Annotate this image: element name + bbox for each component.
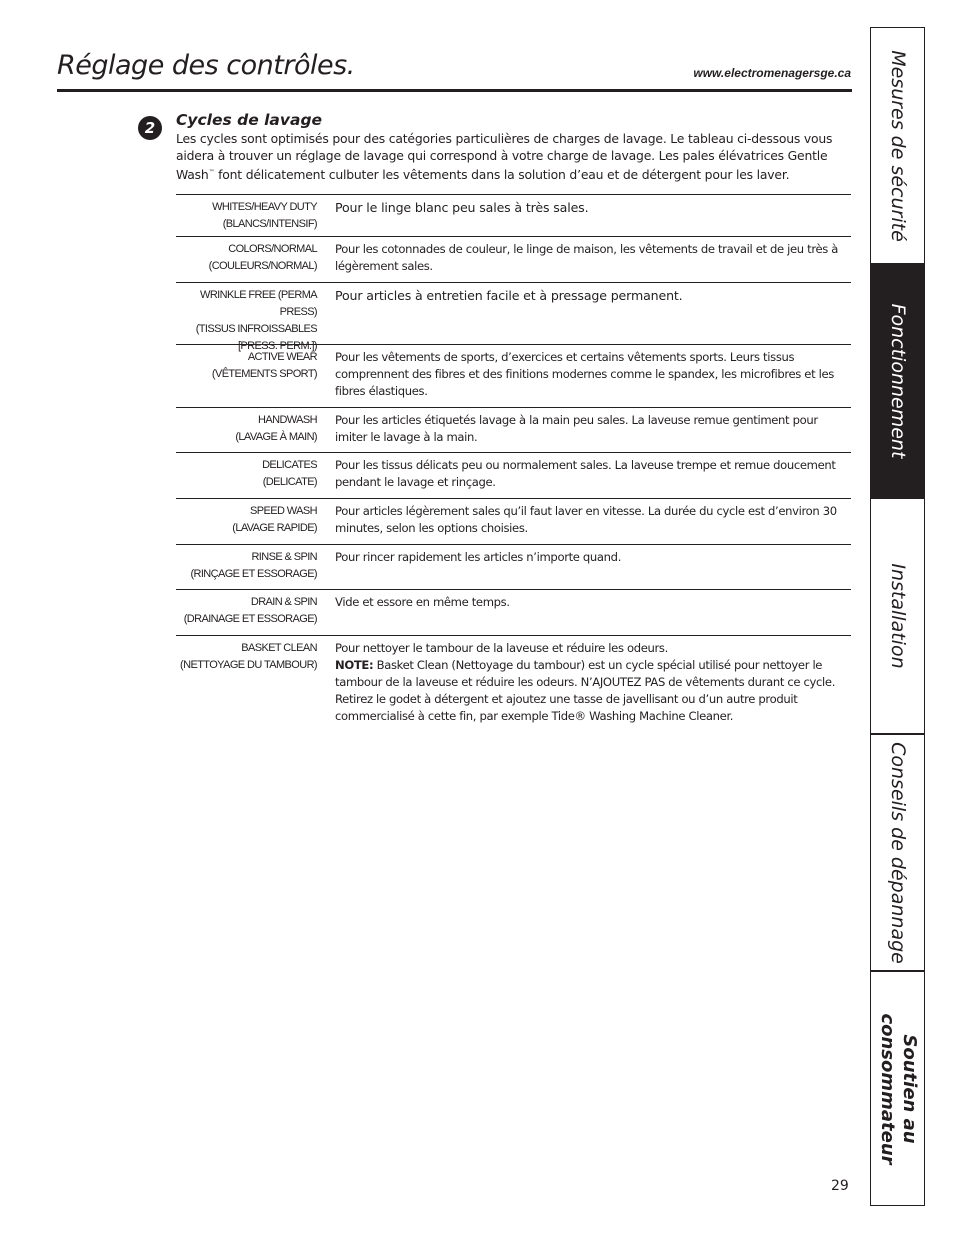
section-heading: Cycles de lavage [176,111,323,129]
cycle-name: RINSE & SPIN (RINÇAGE ET ESSORAGE) [190,551,317,580]
table-row [176,344,851,407]
table-row [176,452,851,498]
cycle-description: Pour articles légèrement sales qu’il faut laver en vitesse. La durée du cycle est d’environ 30 minutes, selon les options choisies. [335,504,837,535]
cycle-description: Pour rincer rapidement les articles n’importe quand. [335,550,622,564]
table-row [176,236,851,282]
cycle-description: Pour les articles étiquetés lavage à la main peu sales. La laveuse remue gentiment pour imiter le lavage à la main. [335,413,818,444]
title-divider [57,89,852,92]
cycle-description: Pour articles à entretien facile et à pressage permanent. [335,288,683,303]
tab-label: Installation [886,563,909,669]
tab-conseils-de-depannage[interactable] [871,733,924,970]
cycle-name: DRAIN & SPIN (DRAINAGE ET ESSORAGE) [183,596,317,625]
table-row [176,498,851,544]
cycle-name: BASKET CLEAN (NETTOYAGE DU TAMBOUR) [180,642,317,671]
cycle-description: Pour les tissus délicats peu ou normalement sales. La laveuse trempe et remue doucement pendant le lavage et rinçage. [335,458,836,489]
table-row [176,407,851,452]
tab-mesures-de-securite[interactable] [871,28,924,263]
website-url[interactable]: www.electromenagersge.ca [693,66,851,80]
cycle-name: WRINKLE FREE (PERMA PRESS) (TISSUS INFROISSABLES [PRESS. PERM.]) [195,289,317,352]
cycle-name: HANDWASH (LAVAGE À MAIN) [235,414,317,443]
cycle-description [335,636,851,727]
tab-installation[interactable] [871,499,924,733]
note-label: NOTE: [335,658,374,672]
wash-cycles-section [176,110,852,183]
cycle-description-text: Pour nettoyer le tambour de la laveuse et réduire les odeurs. [335,641,668,655]
tab-label: Conseils de dépannage [886,741,909,964]
tab-soutien-au-consommateur[interactable] [871,970,924,1205]
cycle-description: Pour les cotonnades de couleur, le linge de maison, les vêtements de travail et de jeu très à légèrement sales. [335,242,839,273]
cycle-name: DELICATES (DELICATE) [262,459,317,488]
cycle-description: Pour le linge blanc peu sales à très sales. [335,200,589,215]
tab-label: Mesures de sécurité [886,49,909,242]
cycle-name: SPEED WASH (LAVAGE RAPIDE) [232,505,317,534]
table-row [176,282,851,352]
page-number: 29 [831,1178,849,1194]
tab-label: Soutien au consommateur [876,1012,920,1165]
note-text: Basket Clean (Nettoyage du tambour) est un cycle spécial utilisé pour nettoyer le tambour de la laveuse et réduire les odeurs. N’AJOUTEZ PAS de vêtements durant ce cycle. Retirez le godet à détergent et ajoutez une tasse de javellisant ou d’un autre produit commercialisé à cette fin, par exemple Tide® Washing Machine Cleaner. [335,658,836,723]
step-number-badge: 2 [138,116,162,140]
cycle-description: Pour les vêtements de sports, d’exercices et certains vêtements sports. Leurs tissus comprennent des fibres et des finitions modernes comme le spandex, les microfibres et les fibres élastiques. [335,350,834,398]
section-tabs [870,27,925,1206]
tab-fonctionnement[interactable] [871,263,924,499]
cycle-name: ACTIVE WEAR (VÊTEMENTS SPORT) [211,351,317,380]
table-row [176,194,851,236]
page-title: Réglage des contrôles. [57,50,355,81]
cycle-name: COLORS/NORMAL (COULEURS/NORMAL) [208,243,317,272]
tab-label: Fonctionnement [886,303,909,459]
wash-cycles-table [176,194,851,727]
table-row [176,635,851,727]
section-intro: Les cycles sont optimisés pour des catégories particulières de charges de lavage. Le tableau ci-dessous vous aidera à trouver un réglage de lavage qui correspond à votre charge de lavage. Les pales élévatrices Gentle Wash™ font délicatement culbuter les vêtements dans la solution d’eau et de détergent pour les laver. [176,131,833,183]
cycle-name: WHITES/HEAVY DUTY (BLANCS/INTENSIF) [212,201,317,230]
table-row [176,544,851,589]
cycle-description: Vide et essore en même temps. [335,595,510,609]
table-row [176,589,851,635]
